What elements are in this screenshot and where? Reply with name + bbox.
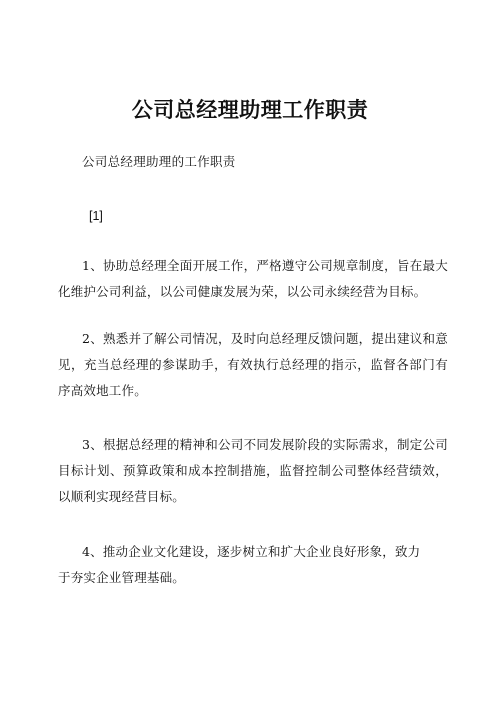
paragraph-1: 1、协助总经理全面开展工作，严格遵守公司规章制度，旨在最大化维护公司利益，以公司健康发展为荣，以公司永续经营为目标。 bbox=[58, 258, 448, 299]
reference-marker: [1] bbox=[89, 209, 103, 223]
paragraph-4-line-1: 4、推动企业文化建设，逐步树立和扩大企业良好形象，致力 bbox=[82, 544, 421, 559]
document-subtitle: 公司总经理助理的工作职责 bbox=[82, 154, 236, 169]
paragraph-4-line-2: 于夯实企业管理基础。 bbox=[58, 570, 186, 585]
paragraph-2: 2、熟悉并了解公司情况，及时向总经理反馈问题，提出建议和意见，充当总经理的参谋助手，有效执行总经理的指示，监督各部门有序高效地工作。 bbox=[58, 331, 448, 398]
document-title: 公司总经理助理工作职责 bbox=[131, 98, 369, 122]
paragraph-3: 3、根据总经理的精神和公司不同发展阶段的实际需求，制定公司目标计划、预算政策和成本控制措施，监督控制公司整体经营绩效，以顺利实现经营目标。 bbox=[58, 437, 448, 504]
